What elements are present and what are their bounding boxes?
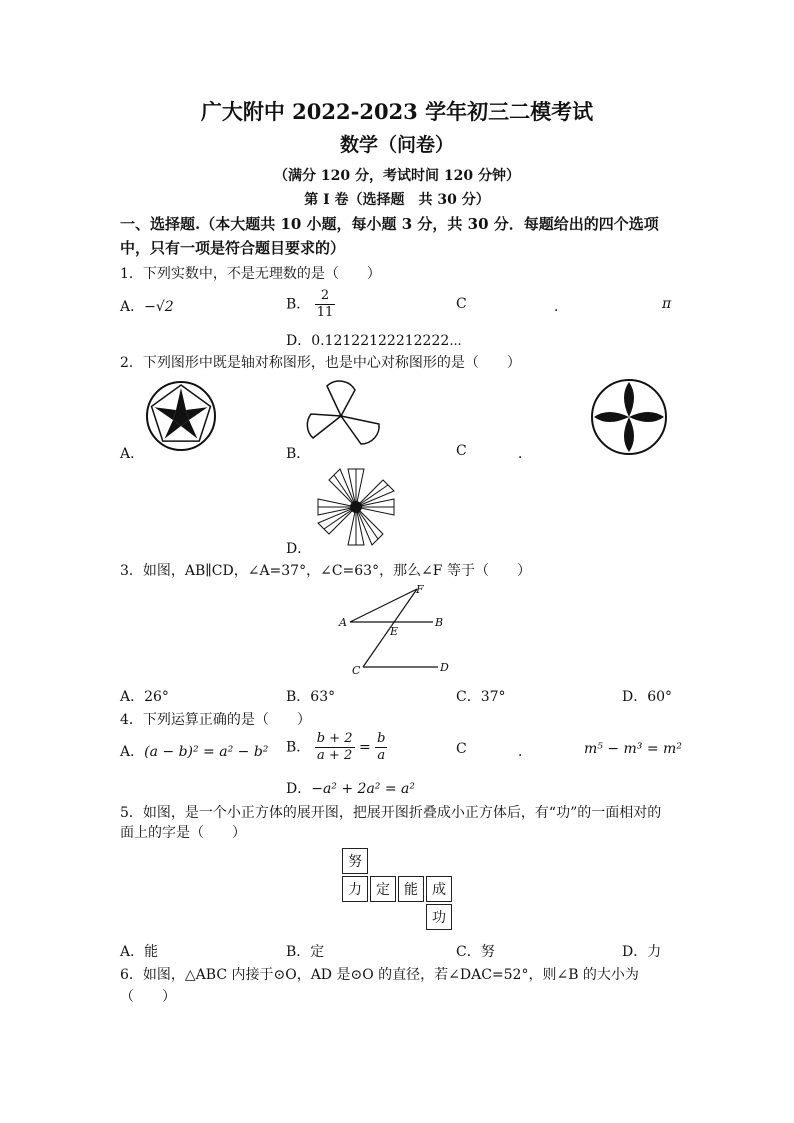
exam-title: 广大附中 2022-2023 学年初三二模考试 — [200, 99, 594, 124]
q1-option-b — [286, 288, 335, 321]
q5-option-c: C．努 — [456, 944, 495, 960]
q1-b-denominator: 11 — [316, 305, 334, 320]
q5-option-d: D．力 — [622, 944, 662, 960]
q5-cube-net — [342, 848, 454, 932]
q2-figure-b — [305, 380, 385, 452]
net-cell-4: 能 — [398, 876, 424, 902]
q1-option-b-fraction — [315, 288, 336, 321]
section-instructions-line1: 一、选择题.（本大题共 10 小题，每小题 3 分，共 30 分．每题给出的四个选项 — [120, 215, 659, 233]
q3-option-c: C．37° — [456, 689, 506, 705]
q3-point-a: A — [339, 616, 347, 629]
q3-point-b: B — [435, 616, 444, 629]
q6-stem-line1: 6．如图，△ABC 内接于⊙O，AD 是⊙O 的直径，若∠DAC=52°，则∠B 的大小为 — [120, 967, 639, 983]
q5-stem-line1: 5．如图，是一个小正方体的展开图，把展开图折叠成小正方体后，有“功”的一面相对的 — [120, 805, 662, 821]
q4-option-b — [286, 731, 387, 764]
q3-point-c: C — [352, 664, 361, 677]
q4-option-a-label: A． — [120, 744, 145, 760]
q2-stem: 2．下列图形中既是轴对称图形，也是中心对称图形的是（ ） — [120, 355, 521, 371]
q1-b-numerator: 2 — [315, 288, 336, 305]
q5-option-b: B．定 — [286, 944, 325, 960]
q4-option-c-expr: m⁵ − m³ = m² — [584, 741, 682, 757]
net-cell-1: 努 — [342, 848, 368, 874]
q4-b-denominator: a + 2 — [317, 748, 353, 763]
exam-subtitle: 数学（问卷） — [339, 134, 454, 156]
q3-point-d: D — [440, 661, 449, 674]
net-cell-2: 力 — [342, 876, 368, 902]
q2-option-c-label: C — [456, 443, 467, 459]
q4-stem: 4．下列运算正确的是（ ） — [120, 712, 311, 728]
q4-option-d-expr: −a² + 2a² = a² — [311, 781, 416, 797]
q3-option-b: B．63° — [286, 689, 336, 705]
q3-stem: 3．如图，AB∥CD，∠A=37°，∠C=63°，那么∠F 等于（ ） — [120, 563, 531, 579]
q1-option-c-label: C — [456, 296, 467, 312]
net-cell-3: 定 — [370, 876, 396, 902]
q4-option-a-expr: (a − b)² = a² − b² — [144, 744, 269, 760]
q2-option-b-label: B． — [286, 446, 311, 462]
q4-option-a — [120, 741, 268, 761]
q2-option-c-dot: ． — [518, 446, 532, 462]
q1-option-d: D．0.12122122212222⋯ — [286, 333, 462, 349]
q5-option-a: A．能 — [120, 944, 159, 960]
q3-option-d: D．60° — [622, 689, 673, 705]
q4-b-equals: = — [358, 739, 371, 756]
exam-info: （满分 120 分，考试时间 120 分钟） — [274, 168, 520, 184]
q1-option-a — [120, 296, 174, 316]
net-cell-6: 功 — [426, 904, 452, 930]
q4-option-d — [286, 778, 415, 798]
q4-b-right-numerator: b — [377, 731, 386, 746]
net-cell-5: 成 — [426, 876, 452, 902]
q4-b-numerator: b + 2 — [316, 731, 353, 746]
q4-b-right-denominator: a — [377, 748, 386, 763]
q2-figure-a — [145, 380, 217, 452]
q4-option-b-right-fraction — [375, 731, 387, 764]
q1-stem: 1．下列实数中，不是无理数的是（ ） — [120, 266, 381, 282]
q2-figure-d — [314, 465, 398, 549]
q3-point-e: E — [390, 625, 399, 638]
q4-option-c-label: C — [456, 741, 467, 757]
q5-stem-line2: 面上的字是（ ） — [120, 825, 246, 841]
section-instructions-line2: 中，只有一项是符合题目要求的） — [120, 239, 346, 257]
part-title: 第 I 卷（选择题 共 30 分） — [304, 192, 490, 208]
q3-point-f: F — [416, 583, 424, 596]
q4-option-c-dot: ． — [518, 744, 532, 760]
q3-option-a: A．26° — [120, 689, 169, 705]
q4-option-b-label: B． — [286, 739, 311, 756]
q2-option-d-label: D． — [286, 541, 312, 557]
q1-option-a-label: A． — [120, 299, 145, 315]
q1-option-b-label: B． — [286, 296, 311, 313]
q2-option-a-label: A． — [120, 446, 145, 462]
q1-option-a-value: −√2 — [144, 299, 174, 315]
q6-stem-line2: （ ） — [120, 989, 176, 1005]
q4-option-b-left-fraction — [315, 731, 355, 764]
q1-option-c-dot: ． — [554, 299, 568, 315]
q3-figure — [335, 582, 460, 677]
q2-figure-c — [590, 378, 668, 456]
q4-option-d-label: D． — [286, 781, 312, 797]
q1-option-c-value: π — [662, 296, 672, 312]
